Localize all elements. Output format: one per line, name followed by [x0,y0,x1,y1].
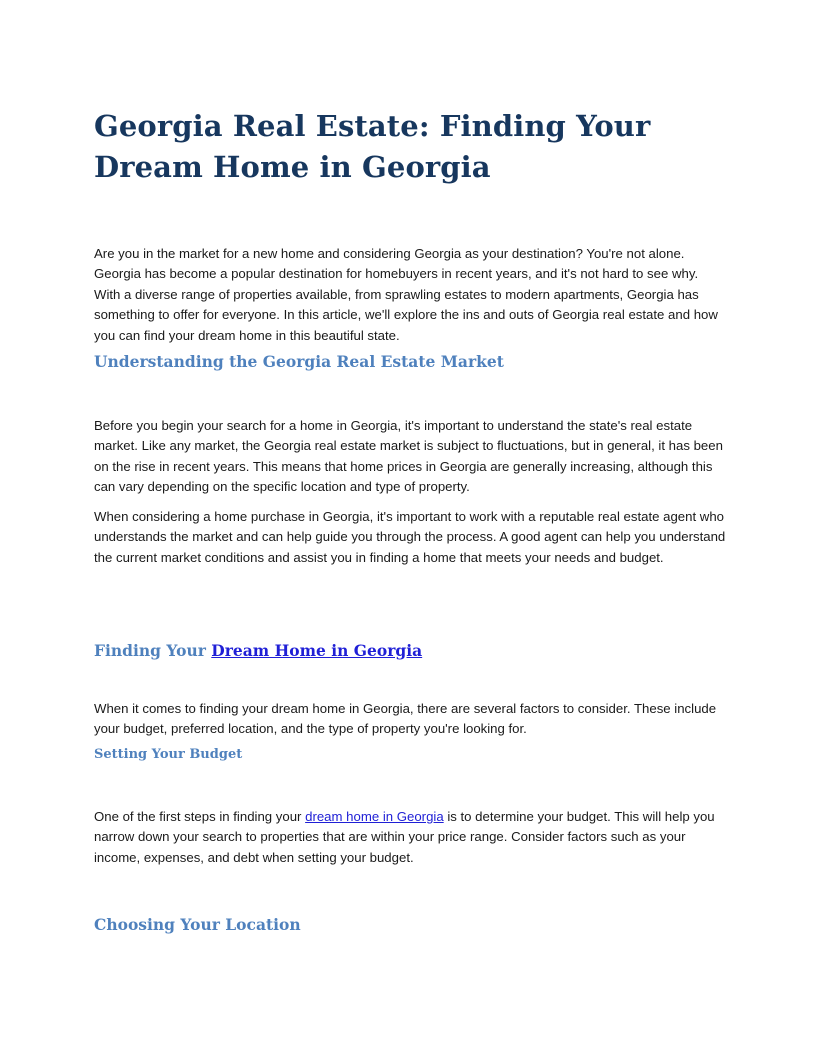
finding-paragraph: When it comes to finding your dream home in Georgia, there are several factors to consider. These include your budget, preferred location, and the type of property you're looking for. [94,701,717,737]
budget-text-before: One of the first steps in finding your [94,809,306,824]
heading-finding-dream-home [94,641,422,661]
budget-paragraph [94,807,726,868]
dream-home-inline-link[interactable]: dream home in Georgia [305,809,444,824]
heading-setting-budget: Setting Your Budget [94,747,243,762]
dream-home-heading-link[interactable]: Dream Home in Georgia [211,641,423,660]
budget-text-after: is to determine your budget. This will help you narrow down your search to properties that are within your price range. Consider factors such as your income, expenses, and debt when setting your budget. [94,809,715,865]
page-title: Georgia Real Estate: Finding Your Dream Home in Georgia [94,109,651,184]
intro-paragraph: Are you in the market for a new home and considering Georgia as your destination? You're not alone. Georgia has become a popular destination for homebuyers in recent years, and it's not hard to see why. With a diverse range of properties available, from sprawling estates to modern apartments, Georgia has something to offer for everyone. In this article, we'll explore the ins and outs of Georgia real estate and how you can find your dream home in this beautiful state. [94,246,718,343]
heading-understanding-market: Understanding the Georgia Real Estate Market [94,352,504,371]
heading-choosing-location: Choosing Your Location [94,915,301,934]
market-paragraph-1: Before you begin your search for a home in Georgia, it's important to understand the state's real estate market. Like any market, the Georgia real estate market is subject to fluctuations, but in general, it has been on the rise in recent years. This means that home prices in Georgia are generally increasing, although this can vary depending on the specific location and type of property. [94,418,723,495]
heading-prefix: Finding Your [94,641,212,660]
market-paragraph-2: When considering a home purchase in Georgia, it's important to work with a reputable real estate agent who understands the market and can help guide you through the process. A good agent can help you understand the current market conditions and assist you in finding a home that meets your needs and budget. [94,509,726,565]
